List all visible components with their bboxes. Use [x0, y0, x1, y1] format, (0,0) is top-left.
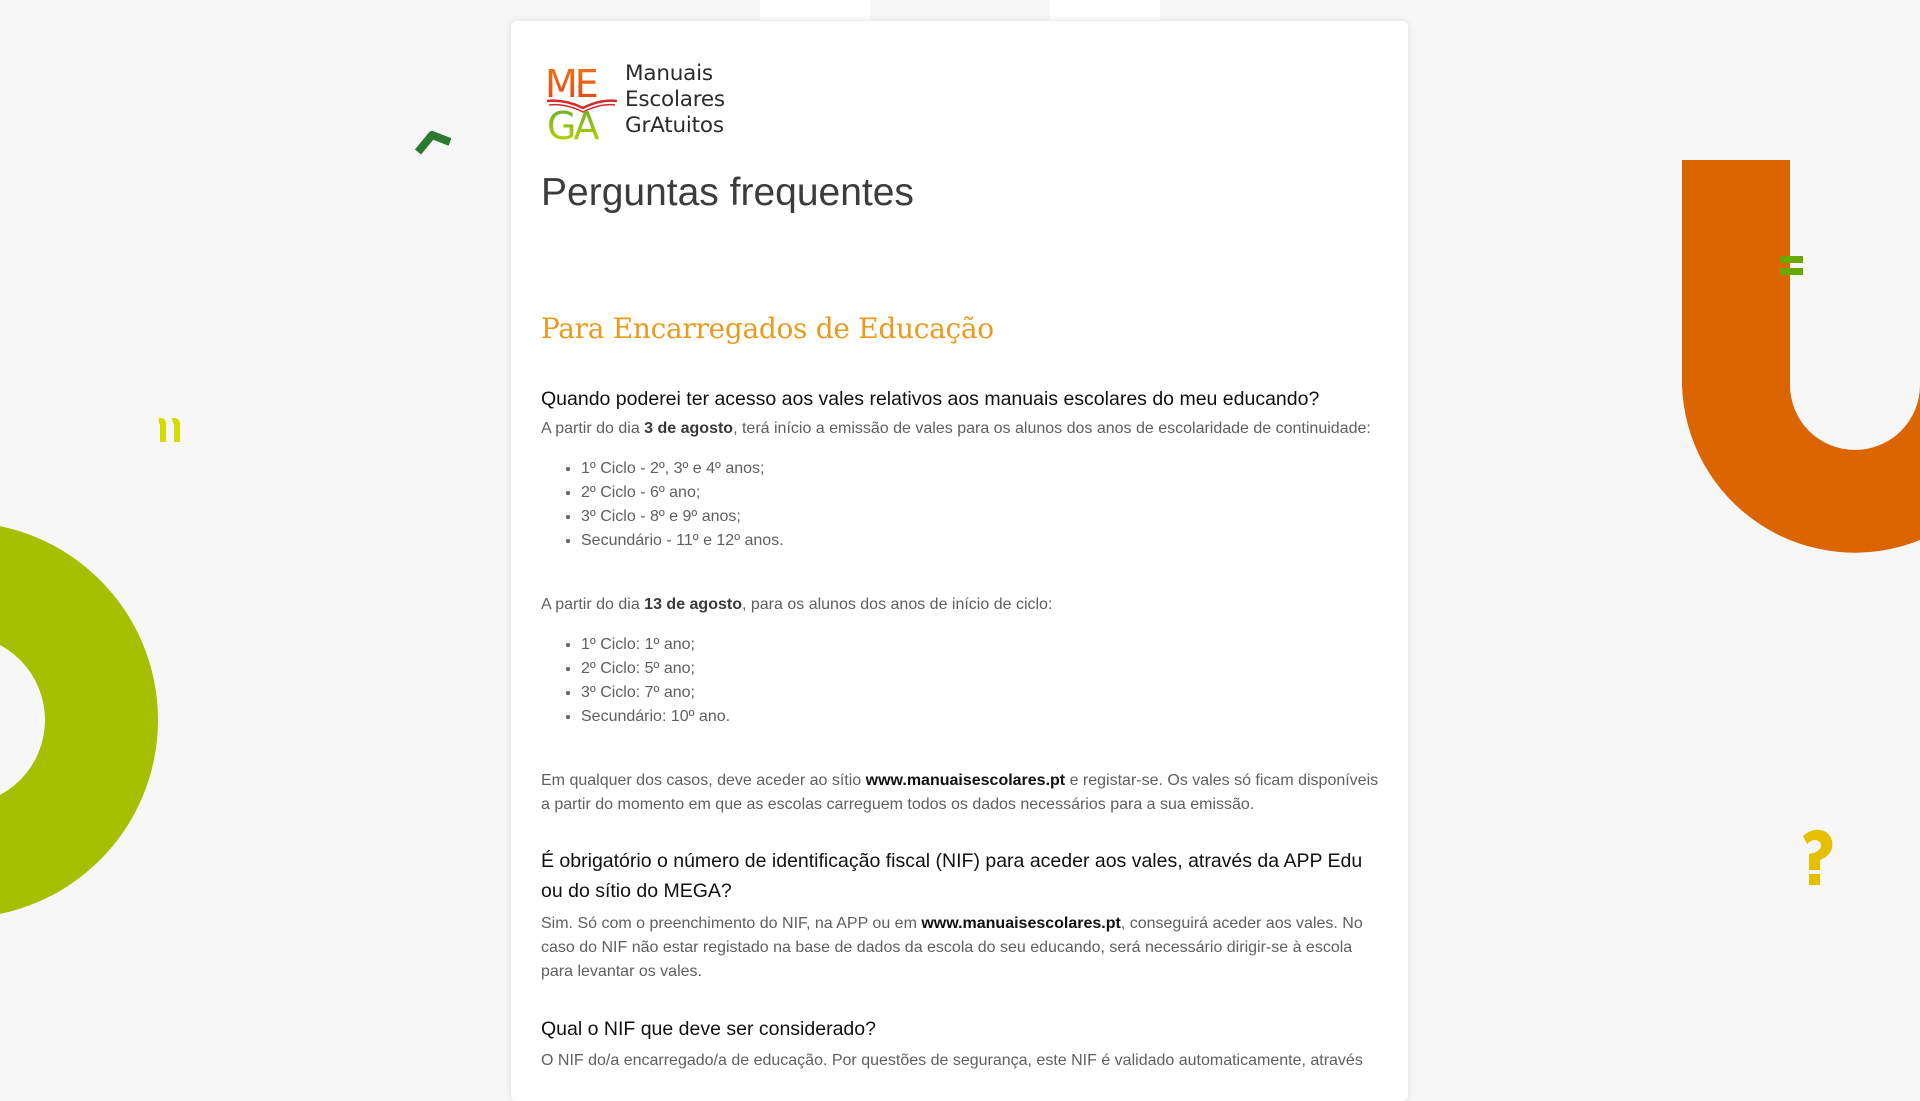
lime-ring-decoration [0, 500, 170, 940]
logo-line-manuais: Manuais [625, 61, 713, 86]
question-mark-decoration [1800, 828, 1836, 890]
date-emphasis: 3 de agosto [644, 420, 734, 437]
mega-logo-text [625, 61, 725, 139]
list-item: • 2º Ciclo: 5º ano; [581, 657, 730, 681]
text: Sim. Só com o preenchimento do NIF, na APP ou em [541, 915, 922, 932]
list-item: • 1º Ciclo: 1º ano; [581, 633, 730, 657]
svg-text:ME: ME [545, 62, 596, 106]
section-title: Para Encarregados de Educação [541, 312, 994, 345]
faq-answer-paragraph [541, 769, 1386, 817]
quote-mark-decoration [155, 415, 187, 445]
text: A partir do dia [541, 420, 645, 437]
green-caret-decoration [410, 125, 460, 160]
orange-u-decoration [1680, 160, 1920, 562]
manuaisescolares-link[interactable]: www.manuaisescolares.pt [921, 915, 1121, 932]
faq-card [511, 21, 1408, 1101]
faq-answer-paragraph [541, 417, 1386, 441]
logo-line-gratuitos: GrAtuitos [625, 113, 724, 138]
faq-question: Qual o NIF que deve ser considerado? [541, 1018, 876, 1040]
faq-answer-paragraph: O NIF do/a encarregado/a de educação. Por questões de segurança, este NIF é validado automaticamente, através [541, 1052, 1363, 1069]
top-tab-left [760, 0, 870, 20]
manuaisescolares-link[interactable]: www.manuaisescolares.pt [865, 772, 1066, 789]
mega-logo-mark [545, 61, 623, 143]
list-item: • 1º Ciclo - 2º, 3º e 4º anos; [581, 457, 784, 481]
faq-question: Quando poderei ter acesso aos vales relativos aos manuais escolares do meu educando? [541, 388, 1320, 410]
continuity-years-list [541, 457, 784, 553]
list-item: • Secundário - 11º e 12º anos. [581, 529, 784, 553]
text: , para os alunos dos anos de início de ciclo: [741, 596, 1053, 613]
list-item: • 3º Ciclo: 7º ano; [581, 681, 730, 705]
list-item: • Secundário: 10º ano. [581, 705, 730, 729]
cycle-start-years-list [541, 633, 730, 729]
date-emphasis: 13 de agosto [644, 596, 742, 613]
svg-text:GA: GA [547, 104, 597, 143]
text: , terá início a emissão de vales para os alunos dos anos de escolaridade de continuidade: [733, 420, 1371, 437]
equals-decoration [1779, 256, 1805, 278]
list-item: • 2º Ciclo - 6º ano; [581, 481, 784, 505]
text: e registar-se. Os vales só ficam disponíveis a partir do momento em que as escolas carreguem todos os dados necessários para a sua emissão. [541, 772, 1379, 813]
text: A partir do dia [541, 596, 645, 613]
faq-answer-paragraph [541, 593, 1386, 617]
mega-logo[interactable] [545, 61, 745, 143]
text: , conseguirá aceder aos vales. No caso do NIF não estar registado na base de dados da escola do seu educando, será necessário dirigir-se à escola para levantar os vales. [541, 915, 1363, 980]
top-tab-right [1050, 0, 1160, 20]
faq-question: É obrigatório o número de identificação fiscal (NIF) para aceder aos vales, através da APP Edu ou do sítio do MEGA? [541, 850, 1363, 902]
list-item: • 3º Ciclo - 8º e 9º anos; [581, 505, 784, 529]
logo-line-escolares: Escolares [625, 87, 725, 112]
page-title: Perguntas frequentes [541, 171, 914, 214]
faq-answer-paragraph [541, 912, 1386, 984]
text: Em qualquer dos casos, deve aceder ao sítio [541, 772, 866, 789]
